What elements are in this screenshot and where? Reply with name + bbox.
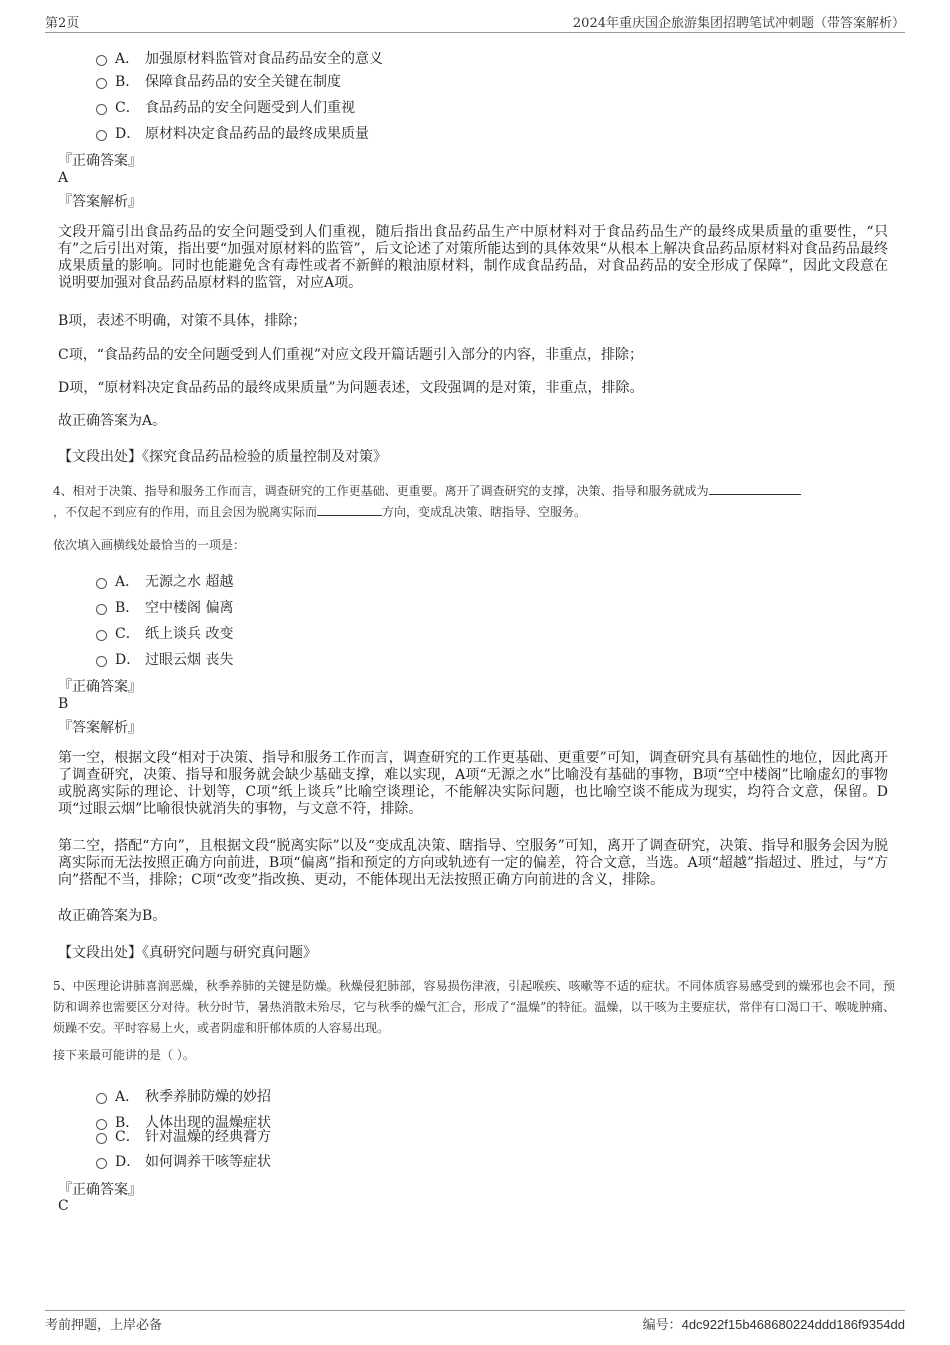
q5-option-d[interactable]: D． 如何调养干咳等症状 [96, 1151, 271, 1171]
document-title: 2024年重庆国企旅游集团招聘笔试冲刺题（带答案解析） [572, 16, 905, 31]
footer-slogan: 考前押题，上岸必备 [45, 1318, 163, 1333]
q4-option-d[interactable]: D． 过眼云烟 丧失 [96, 649, 233, 669]
analysis-paragraph: B项，表述不明确，对策不具体，排除； [58, 313, 307, 329]
q4-option-a[interactable]: A． 无源之水 超越 [96, 571, 233, 591]
radio-icon[interactable] [96, 604, 107, 615]
header-divider [45, 32, 905, 33]
radio-icon[interactable] [96, 578, 107, 589]
analysis-paragraph: 文段开篇引出食品药品的安全问题受到人们重视，随后指出食品药品生产中原材料对于食品药品生产的最终成果质量的重要性，“只有”之后引出对策，指出要“加强对原材料的监管”，后文论述了对策所能达到的具体效果“从根本上解决食品药品原材料对食品药品最终成果质量的影响。同时也能避免含有毒性或者不新鲜的粮油原材料，制作成食品药品，对食品药品的安全形成了保障”，因此文段意在说明要加强对食品药品原材料的监管，对应A项。 [58, 224, 888, 291]
radio-icon[interactable] [96, 1158, 107, 1169]
analysis-paragraph: C项，“食品药品的安全问题受到人们重视”对应文段开篇话题引入部分的内容，非重点，排除； [58, 347, 644, 363]
q5-option-a[interactable]: A． 秋季养肺防燥的妙招 [96, 1086, 271, 1106]
q4-option-c[interactable]: C． 纸上谈兵 改变 [96, 623, 233, 643]
radio-icon[interactable] [96, 55, 107, 66]
question-instruction: 依次填入画横线处最恰当的一项是： [53, 538, 246, 552]
analysis-conclusion: 故正确答案为B。 [58, 908, 167, 924]
q3-option-a[interactable]: A． 加强原材料监管对食品药品安全的意义 [96, 48, 383, 68]
q3-option-d[interactable]: D． 原材料决定食品药品的最终成果质量 [96, 123, 369, 143]
radio-icon[interactable] [96, 656, 107, 667]
answer-value: A [58, 170, 69, 186]
answer-value: B [58, 696, 69, 712]
question-stem: 4、相对于决策、指导和服务工作而言，调查研究的工作更基础、更重要。离开了调查研究的支撑，决策、指导和服务就成为 ，不仅起不到应有的作用，而且会因为脱离实际而 方向，变成乱决策、瞎指导、空服务。 [53, 481, 895, 523]
analysis-label: 『答案解析』 [58, 194, 142, 210]
analysis-paragraph: 第二空，搭配“方向”，且根据文段“脱离实际”以及“变成乱决策、瞎指导、空服务”可知，离开了调查研究，决策、指导和服务会因为脱离实际而无法按照正确方向前进，B项“偏离”指和预定的方向或轨迹有一定的偏差，符合文意，当选。A项“超越”指超过、胜过，与“方向”搭配不当，排除；C项“改变”指改换、更动，不能体现出无法按照正确方向前进的含义，排除。 [58, 838, 888, 888]
radio-icon[interactable] [96, 630, 107, 641]
question-stem: 5、中医理论讲肺喜润恶燥，秋季养肺的关键是防燥。秋燥侵犯肺部，容易损伤津液，引起喉疾、咳嗽等不适的症状。不同体质容易感受到的燥邪也会不同，预防和调养也需要区分对待。秋分时节，暑热消散未殆尽，它与秋季的燥气汇合，形成了“温燥”的特征。温燥，以干咳为主要症状，常伴有口渴口干、喉咙肿痛、烦躁不安。平时容易上火，或者阴虚和肝郁体质的人容易出现。 [53, 979, 895, 1035]
answer-label: 『正确答案』 [58, 153, 142, 169]
footer-divider [45, 1310, 905, 1311]
question-instruction: 接下来最可能讲的是（ ）。 [53, 1048, 195, 1062]
radio-icon[interactable] [96, 130, 107, 141]
fill-blank[interactable] [709, 482, 801, 495]
q4-option-b[interactable]: B． 空中楼阁 偏离 [96, 597, 233, 617]
analysis-conclusion: 故正确答案为A。 [58, 413, 167, 429]
analysis-paragraph: 第一空，根据文段“相对于决策、指导和服务工作而言，调查研究的工作更基础、更重要”可知，调查研究具有基础性的地位，因此离开了调查研究，决策、指导和服务就会缺少基础支撑，难以实现，A项“无源之水”比喻没有基础的事物，B项“空中楼阁”比喻虚幻的事物或脱离实际的理论、计划等，C项“纸上谈兵”比喻空谈理论，不能解决实际问题，也比喻空谈不能成为现实，均符合文意，保留。D项“过眼云烟”比喻很快就消失的事物，与文意不符，排除。 [58, 750, 888, 817]
answer-value: C [58, 1198, 69, 1214]
q5-option-c[interactable]: C． 针对温燥的经典膏方 [96, 1126, 271, 1146]
radio-icon[interactable] [96, 104, 107, 115]
answer-label: 『正确答案』 [58, 679, 142, 695]
radio-icon[interactable] [96, 1093, 107, 1104]
analysis-paragraph: D项，“原材料决定食品药品的最终成果质量”为问题表述，文段强调的是对策，非重点，排除。 [58, 380, 644, 396]
fill-blank[interactable] [317, 503, 382, 516]
analysis-label: 『答案解析』 [58, 720, 142, 736]
page-number: 第2页 [45, 16, 80, 31]
source-citation: 【文段出处】《真研究问题与研究真问题》 [58, 945, 317, 961]
q3-option-c[interactable]: C． 食品药品的安全问题受到人们重视 [96, 97, 355, 117]
radio-icon[interactable] [96, 1133, 107, 1144]
source-citation: 【文段出处】《探究食品药品检验的质量控制及对策》 [58, 449, 387, 465]
document-code: 编号：4dc922f15b468680224ddd186f9354dd [642, 1317, 905, 1333]
q3-option-b[interactable]: B． 保障食品药品的安全关键在制度 [96, 71, 341, 91]
q5-option-b[interactable]: B． 人体出现的温燥症状 [96, 1112, 271, 1132]
answer-label: 『正确答案』 [58, 1182, 142, 1198]
radio-icon[interactable] [96, 78, 107, 89]
